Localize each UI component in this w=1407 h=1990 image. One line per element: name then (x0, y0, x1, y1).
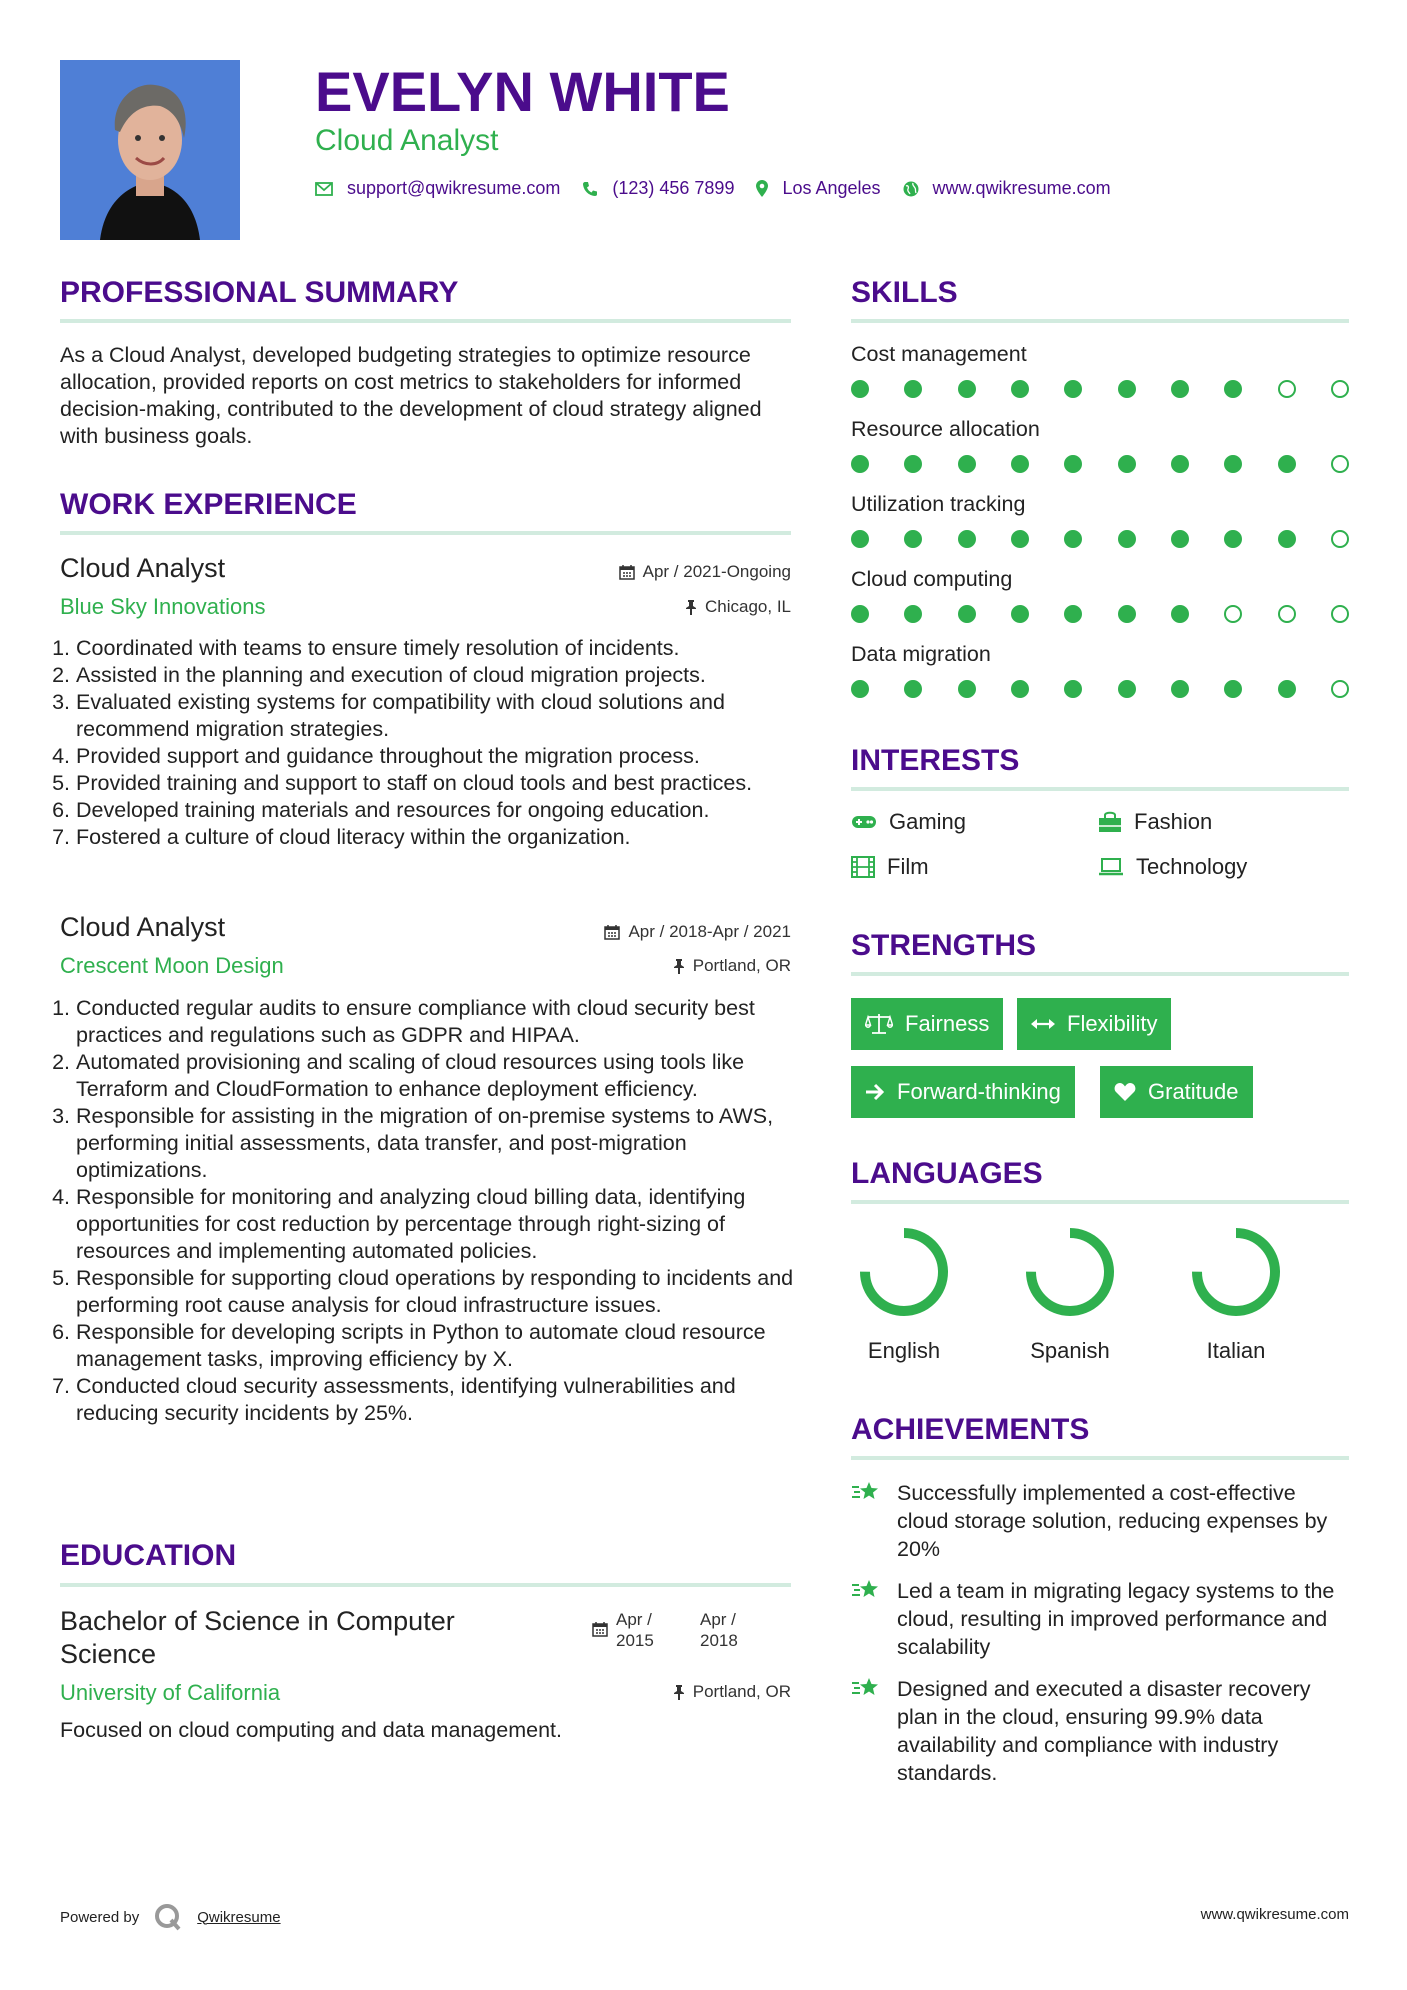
summary-divider (60, 319, 791, 323)
education-degree: Bachelor of Science in Computer Science (60, 1606, 455, 1669)
map-marker-icon (756, 180, 768, 197)
duty-item: 7. Fostered a culture of cloud literacy within the organization. (76, 824, 798, 851)
rating-dot-empty (1331, 380, 1349, 398)
strength-fairness (851, 998, 1003, 1050)
duty-item: 3. Evaluated existing systems for compatibility with cloud solutions and recommend migration strategies. (76, 689, 798, 743)
powered-by-text: Powered by (60, 1908, 140, 1926)
education-location (673, 1682, 791, 1702)
rating-dot-empty (1331, 605, 1349, 623)
language-gauge-arc (865, 1233, 943, 1311)
duty-item: 3. Responsible for assisting in the migration of on-premise systems to AWS, performing initial assessments, data transfer, and post-migration optimizations. (76, 1103, 798, 1184)
rating-dot-filled (851, 680, 869, 698)
pushpin-icon (685, 599, 697, 615)
duty-item: 2. Assisted in the planning and execution of cloud migration projects. (76, 662, 798, 689)
star-trophy-icon (851, 1577, 883, 1603)
language-name: Spanish (1030, 1338, 1110, 1363)
skill-name: Utilization tracking (851, 492, 1026, 516)
rating-dot-filled (851, 455, 869, 473)
footer-url[interactable]: www.qwikresume.com (1200, 1906, 1349, 1923)
strength-label: Forward-thinking (897, 1079, 1061, 1104)
rating-dot-empty (1278, 605, 1296, 623)
duty-item: 5. Responsible for supporting cloud operations by responding to incidents and performing root cause analysis for cloud infrastructure issues. (76, 1265, 798, 1319)
rating-dot-filled (1171, 530, 1189, 548)
skill-name: Cloud computing (851, 567, 1013, 591)
rating-dot-filled (1118, 380, 1136, 398)
duty-item: 4. Provided support and guidance throughout the migration process. (76, 743, 798, 770)
rating-dot-filled (1224, 455, 1242, 473)
education-dates (592, 1609, 746, 1651)
strengths-divider (851, 972, 1349, 976)
job-2-dates (604, 922, 791, 942)
rating-dot-filled (1224, 380, 1242, 398)
envelope-icon (315, 182, 333, 196)
interest-label: Film (887, 854, 929, 879)
skill-rating (851, 680, 1349, 698)
website-text[interactable]: www.qwikresume.com (932, 178, 1111, 198)
rating-dot-filled (904, 455, 922, 473)
strength-label: Gratitude (1148, 1079, 1239, 1104)
rating-dot-filled (1064, 380, 1082, 398)
contact-location (756, 178, 880, 199)
rating-dot-filled (1011, 380, 1029, 398)
languages-divider (851, 1200, 1349, 1204)
duty-item: 4. Responsible for monitoring and analyzing cloud billing data, identifying opportunities for cost reduction by percentage through right-sizing of resources and implementing automated policies. (76, 1184, 798, 1265)
job-2-location (673, 956, 791, 976)
rating-dot-filled (1118, 680, 1136, 698)
interest-gaming (851, 809, 966, 835)
strength-flexibility (1017, 998, 1171, 1050)
language-gauge (858, 1226, 950, 1318)
candidate-name: EVELYN WHITE (315, 60, 730, 123)
interest-label: Gaming (889, 809, 967, 834)
achievement-item (851, 1577, 1351, 1661)
interests-heading: INTERESTS (851, 744, 1020, 777)
job-2-company: Crescent Moon Design (60, 953, 284, 978)
rating-dot-filled (1064, 605, 1082, 623)
language-gauge (1024, 1226, 1116, 1318)
film-icon (851, 856, 875, 878)
rating-dot-filled (958, 530, 976, 548)
interests-divider (851, 787, 1349, 791)
duty-item: 5. Provided training and support to staff on cloud tools and best practices. (76, 770, 798, 797)
rating-dot-empty (1331, 680, 1349, 698)
summary-text: As a Cloud Analyst, developed budgeting strategies to optimize resource allocation, provided reports on cost metrics to stakeholders for informed decision-making, contributed to the development of cloud strategy aligned with business goals. (60, 343, 762, 448)
duty-item: 6. Responsible for developing scripts in Python to automate cloud resource management tasks, improving efficiency by X. (76, 1319, 798, 1373)
skill-name: Resource allocation (851, 417, 1040, 441)
rating-dot-filled (1171, 605, 1189, 623)
skill-rating (851, 455, 1349, 473)
education-divider (60, 1583, 791, 1587)
interest-label: Fashion (1134, 809, 1213, 834)
skills-heading: SKILLS (851, 276, 958, 309)
education-school: University of California (60, 1680, 281, 1705)
strength-label: Flexibility (1067, 1011, 1158, 1036)
rating-dot-empty (1331, 530, 1349, 548)
job-1-location-text: Chicago, IL (705, 597, 791, 616)
globe-icon (903, 181, 919, 197)
interest-technology (1098, 854, 1247, 880)
skill-name: Cost management (851, 342, 1027, 366)
rating-dot-filled (1011, 530, 1029, 548)
edu-end-year: 2018 (700, 1631, 738, 1650)
rating-dot-filled (1224, 530, 1242, 548)
skills-divider (851, 319, 1349, 323)
rating-dot-empty (1278, 380, 1296, 398)
contact-bar (315, 178, 1133, 199)
star-trophy-icon (851, 1675, 883, 1701)
achievement-item (851, 1675, 1351, 1787)
summary-heading: PROFESSIONAL SUMMARY (60, 276, 459, 309)
balance-scale-icon (865, 1013, 893, 1035)
work-heading: WORK EXPERIENCE (60, 488, 357, 521)
skill-rating (851, 530, 1349, 548)
rating-dot-filled (1171, 455, 1189, 473)
language-name: Italian (1206, 1338, 1266, 1363)
achievement-text: Led a team in migrating legacy systems to the cloud, resulting in improved performance and scalability (897, 1579, 1335, 1659)
job-1-company: Blue Sky Innovations (60, 594, 266, 619)
rating-dot-filled (851, 380, 869, 398)
phone-text[interactable]: (123) 456 7899 (612, 178, 735, 198)
duty-item: 6. Developed training materials and resources for ongoing education. (76, 797, 798, 824)
arrow-right-icon (865, 1083, 885, 1101)
location-text: Los Angeles (782, 178, 881, 198)
laptop-icon (1098, 858, 1124, 876)
strength-label: Fairness (905, 1011, 990, 1036)
skill-rating (851, 605, 1349, 623)
rating-dot-filled (1064, 680, 1082, 698)
language-gauge (1190, 1226, 1282, 1318)
rating-dot-filled (1278, 455, 1296, 473)
strength-forward-thinking (851, 1066, 1075, 1118)
footer-powered-by (60, 1902, 281, 1932)
education-location-text: Portland, OR (692, 1682, 791, 1701)
qwikresume-logo-icon (153, 1902, 183, 1932)
rating-dot-filled (1011, 680, 1029, 698)
interest-label: Technology (1136, 854, 1248, 879)
achievements-divider (851, 1456, 1349, 1460)
skill-name: Data migration (851, 642, 991, 666)
rating-dot-empty (1224, 605, 1242, 623)
calendar-icon (619, 564, 635, 580)
contact-phone[interactable] (582, 178, 734, 199)
rating-dot-filled (1278, 530, 1296, 548)
rating-dot-filled (1011, 455, 1029, 473)
job-2-duties (58, 995, 798, 1427)
job-1-dates (619, 562, 791, 582)
job-1-dates-text: Apr / 2021-Ongoing (642, 562, 791, 581)
rating-dot-filled (958, 380, 976, 398)
duty-item: 7. Conducted cloud security assessments, identifying vulnerabilities and reducing security incidents by 25%. (76, 1373, 798, 1427)
rating-dot-empty (1331, 455, 1349, 473)
rating-dot-filled (958, 680, 976, 698)
strengths-heading: STRENGTHS (851, 929, 1037, 962)
gamepad-icon (851, 814, 877, 830)
rating-dot-filled (1011, 605, 1029, 623)
candidate-title: Cloud Analyst (315, 124, 499, 157)
language-name: English (867, 1338, 941, 1363)
brand-link[interactable]: Qwikresume (197, 1908, 281, 1926)
rating-dot-filled (851, 605, 869, 623)
job-1-title: Cloud Analyst (60, 553, 226, 583)
rating-dot-filled (1118, 605, 1136, 623)
edu-start-year: 2015 (616, 1631, 654, 1650)
rating-dot-filled (1171, 680, 1189, 698)
interest-fashion (1098, 809, 1212, 835)
heart-icon (1114, 1082, 1136, 1102)
achievements-heading: ACHIEVEMENTS (851, 1413, 1090, 1446)
rating-dot-filled (851, 530, 869, 548)
skill-rating (851, 380, 1349, 398)
rating-dot-filled (904, 530, 922, 548)
job-2-dates-text: Apr / 2018-Apr / 2021 (628, 922, 791, 941)
shopping-bag-icon (1098, 811, 1122, 833)
pushpin-icon (673, 1684, 685, 1700)
rating-dot-filled (1064, 455, 1082, 473)
job-2-location-text: Portland, OR (692, 956, 791, 975)
rating-dot-filled (1171, 380, 1189, 398)
edu-end-month: Apr / (700, 1610, 736, 1629)
rating-dot-filled (1278, 680, 1296, 698)
rating-dot-filled (1118, 455, 1136, 473)
rating-dot-filled (1118, 530, 1136, 548)
interest-film (851, 854, 929, 880)
job-2-title: Cloud Analyst (60, 912, 226, 942)
rating-dot-filled (958, 605, 976, 623)
education-description: Focused on cloud computing and data management. (60, 1718, 562, 1742)
achievement-text: Designed and executed a disaster recovery plan in the cloud, ensuring 99.9% data availability and compliance with industry standards. (897, 1677, 1311, 1785)
calendar-icon (604, 924, 620, 940)
languages-heading: LANGUAGES (851, 1157, 1043, 1190)
strength-gratitude (1100, 1066, 1253, 1118)
star-trophy-icon (851, 1479, 883, 1505)
job-1-duties (58, 635, 798, 851)
duty-item: 1. Conducted regular audits to ensure compliance with cloud security best practices and regulations such as GDPR and HIPAA. (76, 995, 798, 1049)
job-1-location (685, 597, 791, 617)
contact-website[interactable] (903, 178, 1111, 199)
edu-start-month: Apr / (616, 1610, 652, 1629)
language-gauge-arc (1197, 1233, 1275, 1311)
achievement-item (851, 1479, 1351, 1563)
rating-dot-filled (904, 605, 922, 623)
phone-icon (582, 181, 598, 197)
duty-item: 2. Automated provisioning and scaling of cloud resources using tools like Terraform and CloudFormation to enhance deployment efficiency. (76, 1049, 798, 1103)
arrows-h-icon (1031, 1017, 1055, 1031)
rating-dot-filled (904, 680, 922, 698)
rating-dot-filled (904, 380, 922, 398)
pushpin-icon (673, 958, 685, 974)
rating-dot-filled (1224, 680, 1242, 698)
profile-photo (60, 60, 240, 240)
duty-item: 1. Coordinated with teams to ensure timely resolution of incidents. (76, 635, 798, 662)
calendar-icon (592, 1621, 608, 1637)
rating-dot-filled (1064, 530, 1082, 548)
education-heading: EDUCATION (60, 1539, 237, 1572)
achievement-text: Successfully implemented a cost-effective cloud storage solution, reducing expenses by 20% (897, 1481, 1328, 1561)
rating-dot-filled (958, 455, 976, 473)
work-divider (60, 531, 791, 535)
email-text[interactable]: support@qwikresume.com (347, 178, 561, 198)
contact-email[interactable] (315, 178, 560, 199)
language-gauge-arc (1031, 1233, 1109, 1311)
